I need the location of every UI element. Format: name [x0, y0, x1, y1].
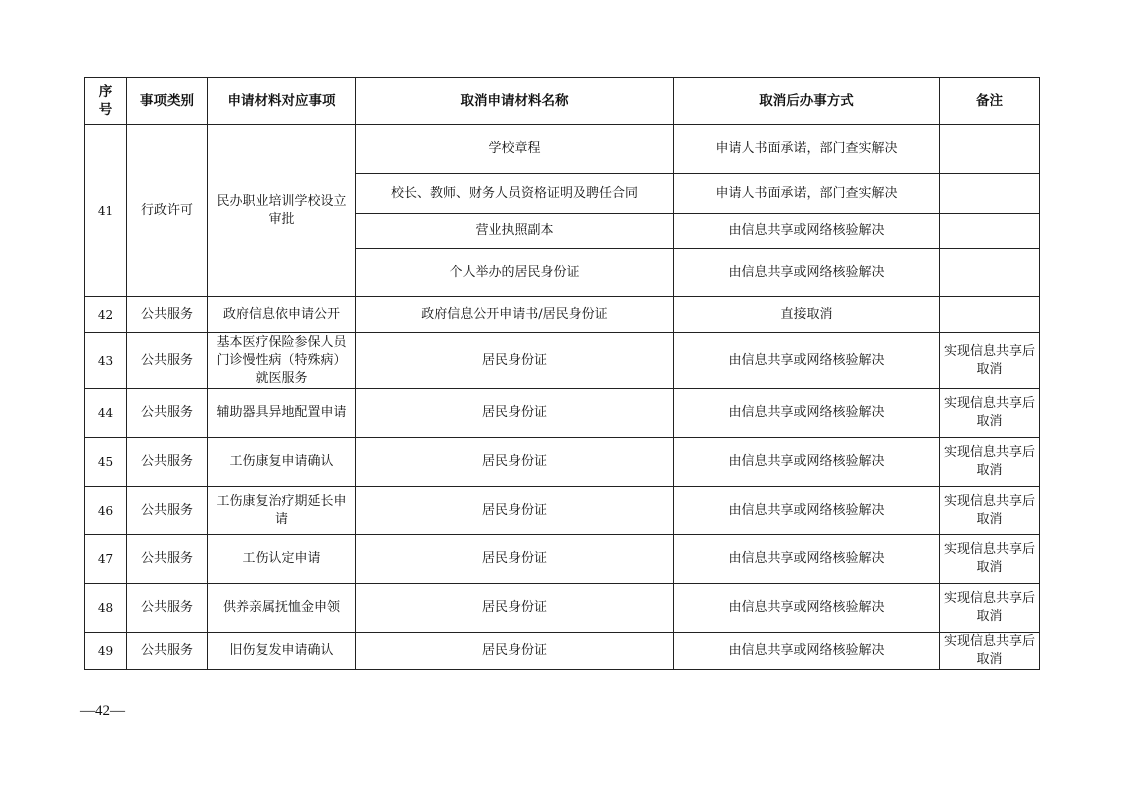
- row-item: 工伤认定申请: [208, 535, 356, 584]
- row-material: 学校章程: [356, 125, 674, 174]
- header-material: 取消申请材料名称: [356, 78, 674, 125]
- row-category: 公共服务: [127, 633, 208, 670]
- row-method: 由信息共享或网络核验解决: [674, 487, 940, 535]
- row-category: 公共服务: [127, 389, 208, 438]
- row-method: 由信息共享或网络核验解决: [674, 249, 940, 297]
- row-item: 辅助器具异地配置申请: [208, 389, 356, 438]
- row-category: 公共服务: [127, 333, 208, 389]
- row-note: 实现信息共享后取消: [940, 633, 1040, 670]
- row-note: [940, 125, 1040, 174]
- row-note: 实现信息共享后取消: [940, 535, 1040, 584]
- row-note: [940, 214, 1040, 249]
- row-item: 工伤康复治疗期延长申请: [208, 487, 356, 535]
- row-material: 居民身份证: [356, 633, 674, 670]
- row-method: 由信息共享或网络核验解决: [674, 214, 940, 249]
- row-category: 公共服务: [127, 487, 208, 535]
- row-material: 居民身份证: [356, 535, 674, 584]
- row-category: 公共服务: [127, 438, 208, 487]
- row-no: 42: [85, 297, 127, 333]
- table-row: [85, 438, 1040, 487]
- row-no: 46: [85, 487, 127, 535]
- row-method: 申请人书面承诺，部门查实解决: [674, 125, 940, 174]
- row-no: 41: [85, 125, 127, 297]
- row-item: 基本医疗保险参保人员门诊慢性病（特殊病）就医服务: [208, 333, 356, 389]
- row-material: 居民身份证: [356, 584, 674, 633]
- row-method: 由信息共享或网络核验解决: [674, 535, 940, 584]
- row-note: [940, 297, 1040, 333]
- row-no: 45: [85, 438, 127, 487]
- row-material: 营业执照副本: [356, 214, 674, 249]
- row-item: 供养亲属抚恤金申领: [208, 584, 356, 633]
- row-method: 直接取消: [674, 297, 940, 333]
- items-table: [84, 77, 1040, 670]
- row-material: 个人举办的居民身份证: [356, 249, 674, 297]
- row-material: 政府信息公开申请书/居民身份证: [356, 297, 674, 333]
- table-row: [85, 389, 1040, 438]
- header-method: 取消后办事方式: [674, 78, 940, 125]
- row-material: 居民身份证: [356, 438, 674, 487]
- page-number: —42—: [80, 703, 125, 719]
- row-material: 校长、教师、财务人员资格证明及聘任合同: [356, 174, 674, 214]
- row-item: 民办职业培训学校设立审批: [208, 125, 356, 297]
- row-note: 实现信息共享后取消: [940, 584, 1040, 633]
- header-no: 序号: [85, 78, 127, 125]
- table-row: [85, 297, 1040, 333]
- row-note: 实现信息共享后取消: [940, 438, 1040, 487]
- row-no: 44: [85, 389, 127, 438]
- table-row: [85, 333, 1040, 389]
- header-row: [85, 78, 1040, 125]
- row-category: 行政许可: [127, 125, 208, 297]
- row-note: [940, 249, 1040, 297]
- row-material: 居民身份证: [356, 389, 674, 438]
- row-note: 实现信息共享后取消: [940, 487, 1040, 535]
- row-material: 居民身份证: [356, 333, 674, 389]
- row-item: 政府信息依申请公开: [208, 297, 356, 333]
- row-method: 由信息共享或网络核验解决: [674, 389, 940, 438]
- row-item: 工伤康复申请确认: [208, 438, 356, 487]
- row-no: 49: [85, 633, 127, 670]
- header-item: 申请材料对应事项: [208, 78, 356, 125]
- row-material: 居民身份证: [356, 487, 674, 535]
- row-note: 实现信息共享后取消: [940, 389, 1040, 438]
- header-category: 事项类别: [127, 78, 208, 125]
- table-row: [85, 584, 1040, 633]
- row-category: 公共服务: [127, 535, 208, 584]
- row-method: 由信息共享或网络核验解决: [674, 333, 940, 389]
- table-row: [85, 125, 1040, 174]
- table-row: [85, 487, 1040, 535]
- row-note: [940, 174, 1040, 214]
- row-no: 48: [85, 584, 127, 633]
- row-method: 由信息共享或网络核验解决: [674, 584, 940, 633]
- row-category: 公共服务: [127, 297, 208, 333]
- table-row: [85, 633, 1040, 670]
- row-note: 实现信息共享后取消: [940, 333, 1040, 389]
- row-method: 申请人书面承诺，部门查实解决: [674, 174, 940, 214]
- row-category: 公共服务: [127, 584, 208, 633]
- table-row: [85, 535, 1040, 584]
- row-no: 43: [85, 333, 127, 389]
- row-method: 由信息共享或网络核验解决: [674, 438, 940, 487]
- header-note: 备注: [940, 78, 1040, 125]
- row-method: 由信息共享或网络核验解决: [674, 633, 940, 670]
- row-no: 47: [85, 535, 127, 584]
- row-item: 旧伤复发申请确认: [208, 633, 356, 670]
